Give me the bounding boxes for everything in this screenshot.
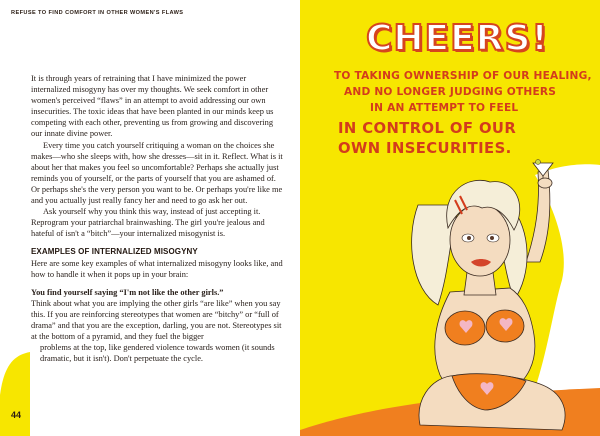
pinup-figure-illustration — [300, 0, 600, 436]
quote-line: TO TAKING OWNERSHIP OF OUR HEALING, — [334, 70, 592, 82]
hand — [538, 178, 552, 188]
body-text — [31, 73, 286, 364]
paragraph: Think about what you are implying the other girls “are like” when you say this. If you are reinforcing stereotypes that women are “bitchy” or “full of drama” and that you are the exception, darling, you are not. Stereotypes sit at the bottom of a pyramid, and they fuel the bigger — [31, 298, 282, 342]
right-page-illustration — [300, 0, 600, 436]
yellow-page-edge — [0, 0, 30, 436]
quote-emphasis: IN CONTROL OF OUR — [338, 120, 517, 137]
paragraph: problems at the top, like gendered violence towards women (it sounds dramatic, but it isn't). Don't perpetuate the cycle. — [40, 343, 275, 364]
paragraph: It is through years of retraining that I have minimized the power internalized misogyny has over my thoughts. We seek comfort in other women's perceived “flaws” in an attempt to avoid addressing our own insecurities. The toxic ideas that have been planted in our minds keep us competing with each other, preventing us from growing and discovering our innate divine power. — [31, 74, 274, 139]
paragraph: Every time you catch yourself critiquing a woman on the choices she makes—who she sleeps with, how she dresses—sit in it. Reflect. What is it about her that makes you feel so uncomfortable? Perhaps she actually just reminds you of yourself, or the parts of yourself that you are ashamed of. Or perhaps she's the very person you want to be. Or perhaps you're like me and you actually just really fancy her and need to go ask her out. — [31, 140, 283, 206]
running-head: REFUSE TO FIND COMFORT IN OTHER WOMEN'S FLAWS — [11, 10, 184, 16]
section-heading: EXAMPLES OF INTERNALIZED MISOGYNY — [31, 247, 198, 257]
olive-icon — [536, 160, 541, 165]
headline: CHEERS! — [366, 18, 549, 59]
quote-emphasis: OWN INSECURITIES. — [338, 140, 512, 157]
paragraph: Ask yourself why you think this way, instead of just accepting it. Reprogram your patriarchal brainwashing. The girl you're jealous and hateful of isn't a “bitch”—your internalized misogynist is. — [31, 207, 265, 239]
pupil — [467, 236, 471, 240]
martini-glass-icon — [533, 163, 553, 176]
example-title: You find yourself saying “I'm not like the other girls.” — [31, 287, 224, 297]
quote-line: IN AN ATTEMPT TO FEEL — [370, 102, 519, 114]
paragraph: Here are some key examples of what internalized misogyny looks like, and how to handle it when it pops up in your brain: — [31, 258, 283, 279]
yellow-corner-shape — [0, 352, 30, 436]
pupil — [490, 236, 494, 240]
page-number: 44 — [11, 410, 22, 420]
quote-line: AND NO LONGER JUDGING OTHERS — [344, 86, 557, 98]
